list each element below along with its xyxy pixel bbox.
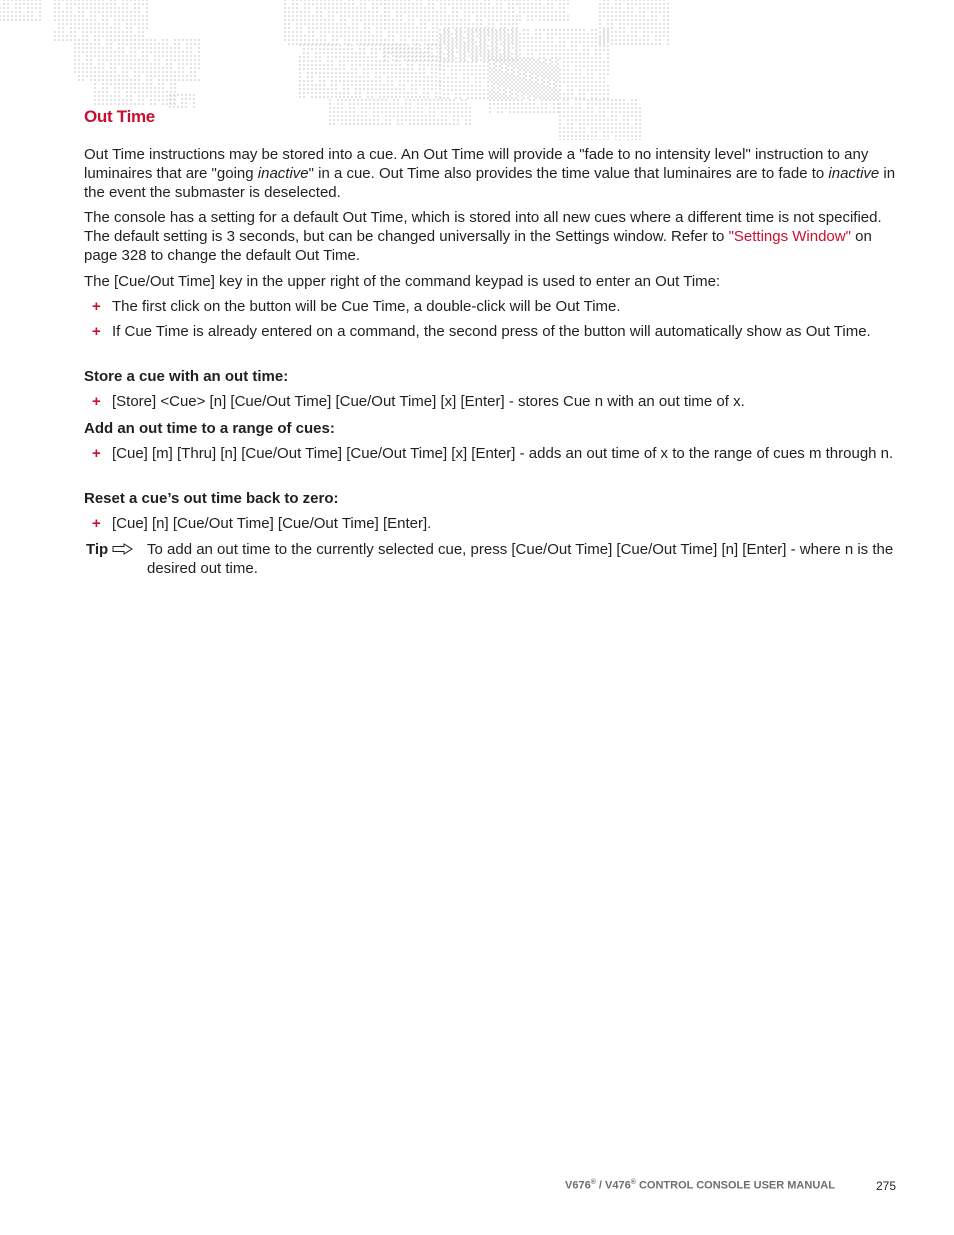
bullet-marker: + xyxy=(92,323,101,340)
arrow-right-outline-icon xyxy=(112,543,134,555)
list-item: + [Cue] [m] [Thru] [n] [Cue/Out Time] [Cue/Out Time] [x] [Enter] - adds an out time of x to the range of cues m through n. xyxy=(92,445,894,462)
page-number: 275 xyxy=(876,1179,897,1193)
store-subheading: Store a cue with an out time: xyxy=(84,368,289,385)
tip-label: Tip xyxy=(86,541,109,558)
range-subheading: Add an out time to a range of cues: xyxy=(84,420,335,437)
default-out-time-paragraph: The console has a setting for a default Out Time, which is stored into all new cues where a different time is not specified. The default setting is 3 seconds, but can be changed universally in the Settings window. Refer to "Settings Window" on page 328 to change the default Out Time. xyxy=(84,209,882,264)
list-item: + [Store] <Cue> [n] [Cue/Out Time] [Cue/Out Time] [x] [Enter] - stores Cue n with an out time of x. xyxy=(92,393,745,410)
bullet-marker: + xyxy=(92,515,101,532)
tip-text: To add an out time to the currently selected cue, press [Cue/Out Time] [Cue/Out Time] [n] [Enter] - where n is the desired out time. xyxy=(147,541,894,577)
tip-box xyxy=(84,540,896,578)
bullet-marker: + xyxy=(92,445,101,462)
section-heading: Out Time xyxy=(84,107,155,126)
list-item: + [Cue] [n] [Cue/Out Time] [Cue/Out Time] [Enter]. xyxy=(92,515,432,532)
list-item: + The first click on the button will be Cue Time, a double-click will be Out Time. xyxy=(92,298,621,315)
settings-window-link[interactable]: "Settings Window" xyxy=(728,228,851,245)
bullet-marker: + xyxy=(92,393,101,410)
manual-title: V676® / V476® CONTROL CONSOLE USER MANUAL xyxy=(565,1179,835,1192)
bullet-marker: + xyxy=(92,298,101,315)
keypad-paragraph: The [Cue/Out Time] key in the upper right of the command keypad is used to enter an Out Time: xyxy=(84,273,721,290)
list-item: + If Cue Time is already entered on a command, the second press of the button will automatically show as Out Time. xyxy=(92,323,871,340)
intro-paragraph: Out Time instructions may be stored into a cue. An Out Time will provide a "fade to no intensity level" instruction to any luminaires that are "going inactive" in a cue. Out Time also provides the time value that luminaires are to fade to inactive in the event the submaster is deselected. xyxy=(84,146,896,201)
reset-subheading: Reset a cue’s out time back to zero: xyxy=(84,490,339,507)
